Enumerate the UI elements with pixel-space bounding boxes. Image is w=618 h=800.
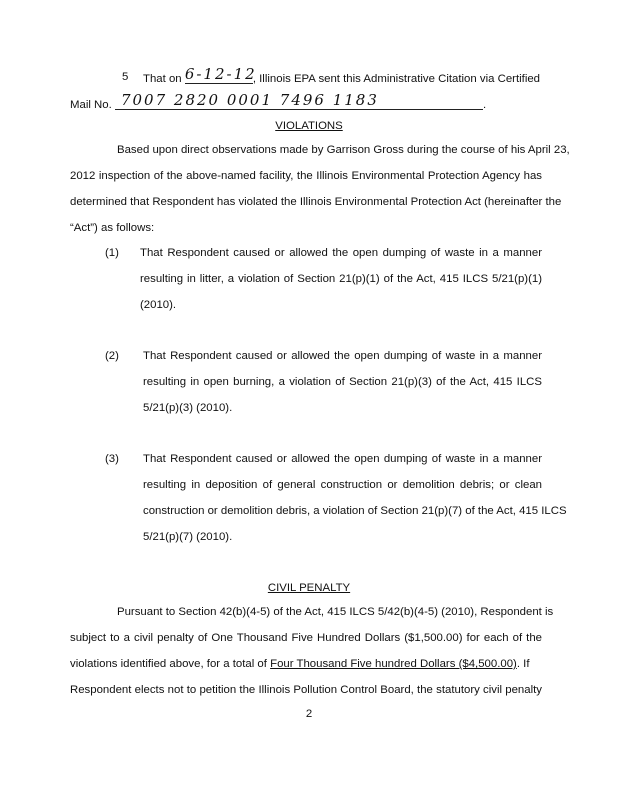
violation-3-line-4: 5/21(p)(7) (2010). <box>143 531 233 543</box>
violation-2-number: (2) <box>105 350 119 362</box>
violation-3-line-2: resulting in deposition of general construction or demolition debris; or clean <box>143 479 542 491</box>
penalty-line-4: Respondent elects not to petition the Illinois Pollution Control Board, the statutory civil penalty <box>70 684 542 696</box>
violation-3-line-1: That Respondent caused or allowed the open dumping of waste in a manner <box>143 453 542 465</box>
violation-1-number: (1) <box>105 247 119 259</box>
violation-1-line-1: That Respondent caused or allowed the open dumping of waste in a manner <box>140 247 542 259</box>
violation-3-line-3: construction or demolition debris, a violation of Section 21(p)(7) of the Act, 415 ILCS <box>143 505 567 517</box>
penalty-line-3-pre: violations identified above, for a total of <box>70 658 267 670</box>
violation-2-line-1: That Respondent caused or allowed the open dumping of waste in a manner <box>143 350 542 362</box>
intro-line-3: determined that Respondent has violated the Illinois Environmental Protection Act (hereinafter the <box>70 196 562 208</box>
page-number: 2 <box>305 708 313 720</box>
mail-no-label: Mail No. <box>70 99 112 111</box>
intro-line-2: 2012 inspection of the above-named facility, the Illinois Environmental Protection Agency has <box>70 170 542 182</box>
para5-line2 <box>70 91 487 113</box>
violation-1-line-2: resulting in litter, a violation of Section 21(p)(1) of the Act, 415 ILCS 5/21(p)(1) <box>140 273 542 285</box>
para5-that-on: That on <box>143 73 182 85</box>
handwritten-mail-number: 7007 2820 0001 7496 1183 <box>120 91 379 109</box>
para5-number: 5 <box>122 71 129 83</box>
para5-rest: , Illinois EPA sent this Administrative Citation via Certified <box>252 73 541 85</box>
violation-2-line-2: resulting in open burning, a violation of Section 21(p)(3) of the Act, 415 ILCS <box>143 376 542 388</box>
para5-date-field <box>184 65 257 84</box>
penalty-line-3 <box>70 657 530 671</box>
intro-line-4: “Act”) as follows: <box>70 222 155 234</box>
mail-no-field <box>115 93 483 110</box>
violations-heading: VIOLATIONS <box>275 120 343 132</box>
para5-line1 <box>143 65 541 87</box>
intro-line-1: Based upon direct observations made by Garrison Gross during the course of his April 23, <box>117 144 570 156</box>
violation-1-line-3: (2010). <box>140 299 177 311</box>
penalty-line-2: subject to a civil penalty of One Thousand Five Hundred Dollars ($1,500.00) for each of the <box>70 632 542 644</box>
violation-2-line-3: 5/21(p)(3) (2010). <box>143 402 233 414</box>
handwritten-date: 6-12-12 <box>184 65 257 83</box>
penalty-line-1: Pursuant to Section 42(b)(4-5) of the Act, 415 ILCS 5/42(b)(4-5) (2010), Respondent is <box>117 606 554 618</box>
mail-no-period: . <box>482 99 487 111</box>
violation-3-number: (3) <box>105 453 119 465</box>
penalty-total: Four Thousand Five hundred Dollars ($4,500.00) <box>270 658 517 670</box>
penalty-line-3-post: . If <box>516 658 530 670</box>
civil-penalty-heading: CIVIL PENALTY <box>267 582 351 594</box>
